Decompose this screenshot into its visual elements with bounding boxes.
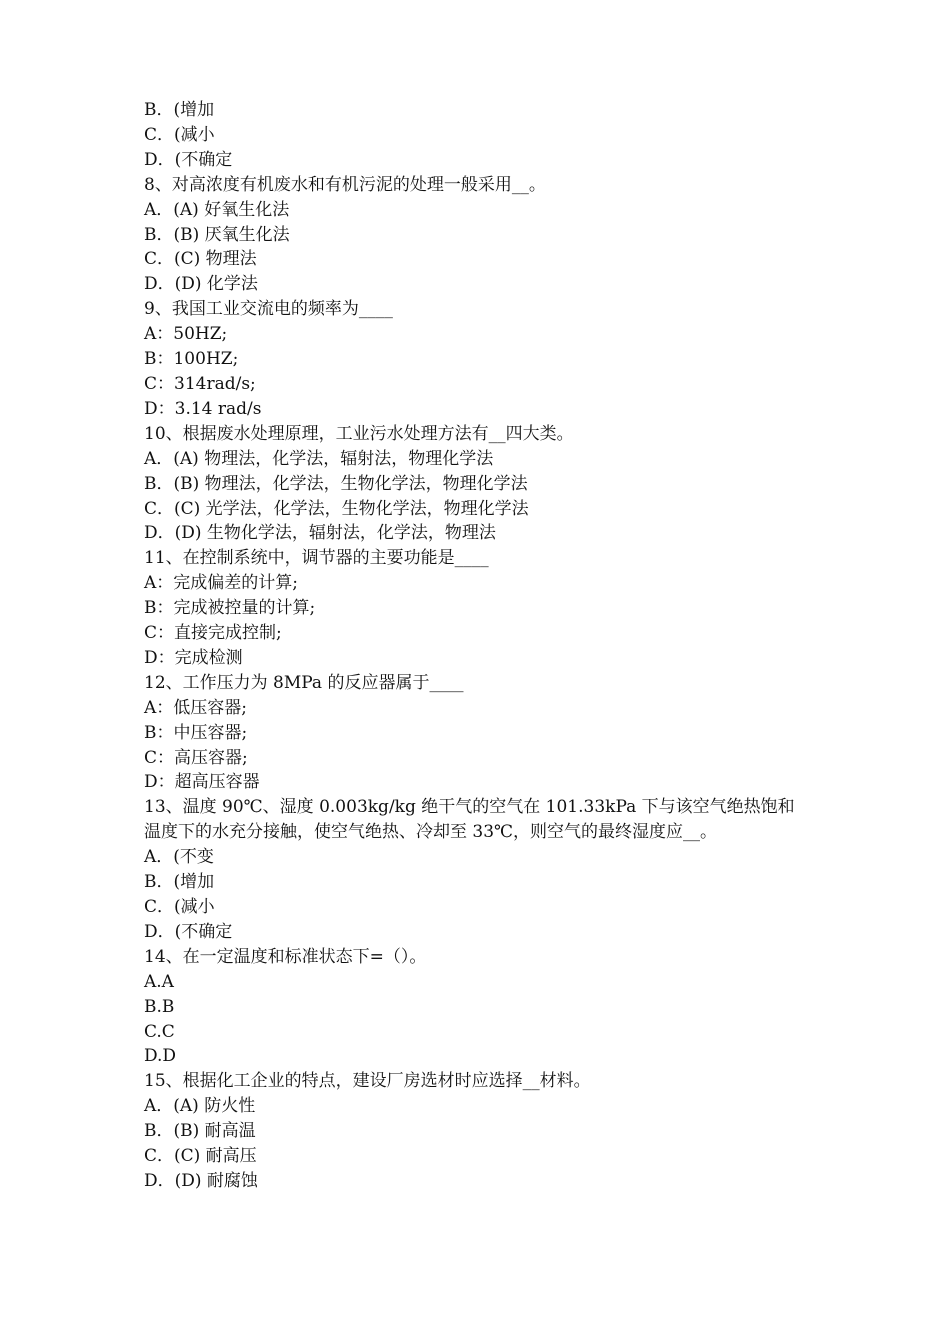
option-line: D．(不确定	[144, 921, 233, 942]
document-page	[144, 98, 824, 1194]
question-11: 11、在控制系统中，调节器的主要功能是____	[144, 548, 489, 569]
option-line: C．(减小	[144, 124, 215, 145]
option-line: A．(不变	[144, 847, 214, 868]
option-line: B．(B) 耐高温	[144, 1121, 256, 1142]
option-line: C：直接完成控制;	[144, 623, 282, 644]
option-line: A：50HZ;	[144, 324, 228, 345]
option-line: B：中压容器;	[144, 722, 248, 743]
option-line: D.D	[144, 1046, 177, 1067]
option-line: B．(增加	[144, 100, 215, 120]
option-line: A：低压容器;	[144, 697, 248, 718]
question-13: 13、温度 90℃、湿度 0.003kg/kg 绝干气的空气在 101.33kPa 下与该空气绝热饱和	[144, 797, 795, 818]
option-line: C：高压容器;	[144, 747, 248, 768]
option-line: D：超高压容器	[144, 772, 260, 793]
option-line: C.C	[144, 1021, 175, 1042]
option-line: C．(C) 耐高压	[144, 1146, 257, 1167]
option-line: C．(C) 物理法	[144, 249, 257, 270]
option-line: D：完成检测	[144, 647, 243, 668]
option-line: B．(B) 物理法，化学法，生物化学法，物理化学法	[144, 473, 528, 494]
option-line: A：完成偏差的计算;	[144, 573, 299, 594]
option-line: B．(增加	[144, 872, 215, 893]
question-10: 10、根据废水处理原理，工业污水处理方法有__四大类。	[144, 423, 574, 444]
option-line: A.A	[144, 971, 174, 992]
option-line: B：完成被控量的计算;	[144, 598, 316, 619]
option-line: A．(A) 物理法，化学法，辐射法，物理化学法	[144, 448, 494, 469]
option-line: D．(D) 耐腐蚀	[144, 1170, 258, 1191]
question-9: 9、我国工业交流电的频率为____	[144, 299, 393, 320]
option-line: D．(D) 化学法	[144, 274, 258, 295]
question-12: 12、工作压力为 8MPa 的反应器属于____	[144, 672, 464, 693]
question-8: 8、对高浓度有机废水和有机污泥的处理一般采用__。	[144, 174, 546, 195]
question-13-continued: 温度下的水充分接触，使空气绝热、冷却至 33℃，则空气的最终湿度应__。	[144, 822, 718, 843]
option-line: B.B	[144, 996, 175, 1017]
option-line: B：100HZ;	[144, 349, 239, 370]
option-line: A．(A) 好氧生化法	[144, 199, 290, 220]
option-line: B．(B) 厌氧生化法	[144, 224, 290, 245]
option-line: D．(D) 生物化学法，辐射法，化学法，物理法	[144, 523, 496, 544]
option-line: C．(C) 光学法，化学法，生物化学法，物理化学法	[144, 498, 529, 519]
option-line: C．(减小	[144, 897, 215, 917]
option-line: D：3.14 rad/s	[144, 398, 262, 419]
question-15: 15、根据化工企业的特点，建设厂房选材时应选择__材料。	[144, 1071, 591, 1092]
option-line: C：314rad/s;	[144, 373, 256, 394]
option-line: D．(不确定	[144, 149, 233, 170]
option-line: A．(A) 防火性	[144, 1096, 256, 1117]
question-14: 14、在一定温度和标准状态下=（）。	[144, 946, 427, 967]
